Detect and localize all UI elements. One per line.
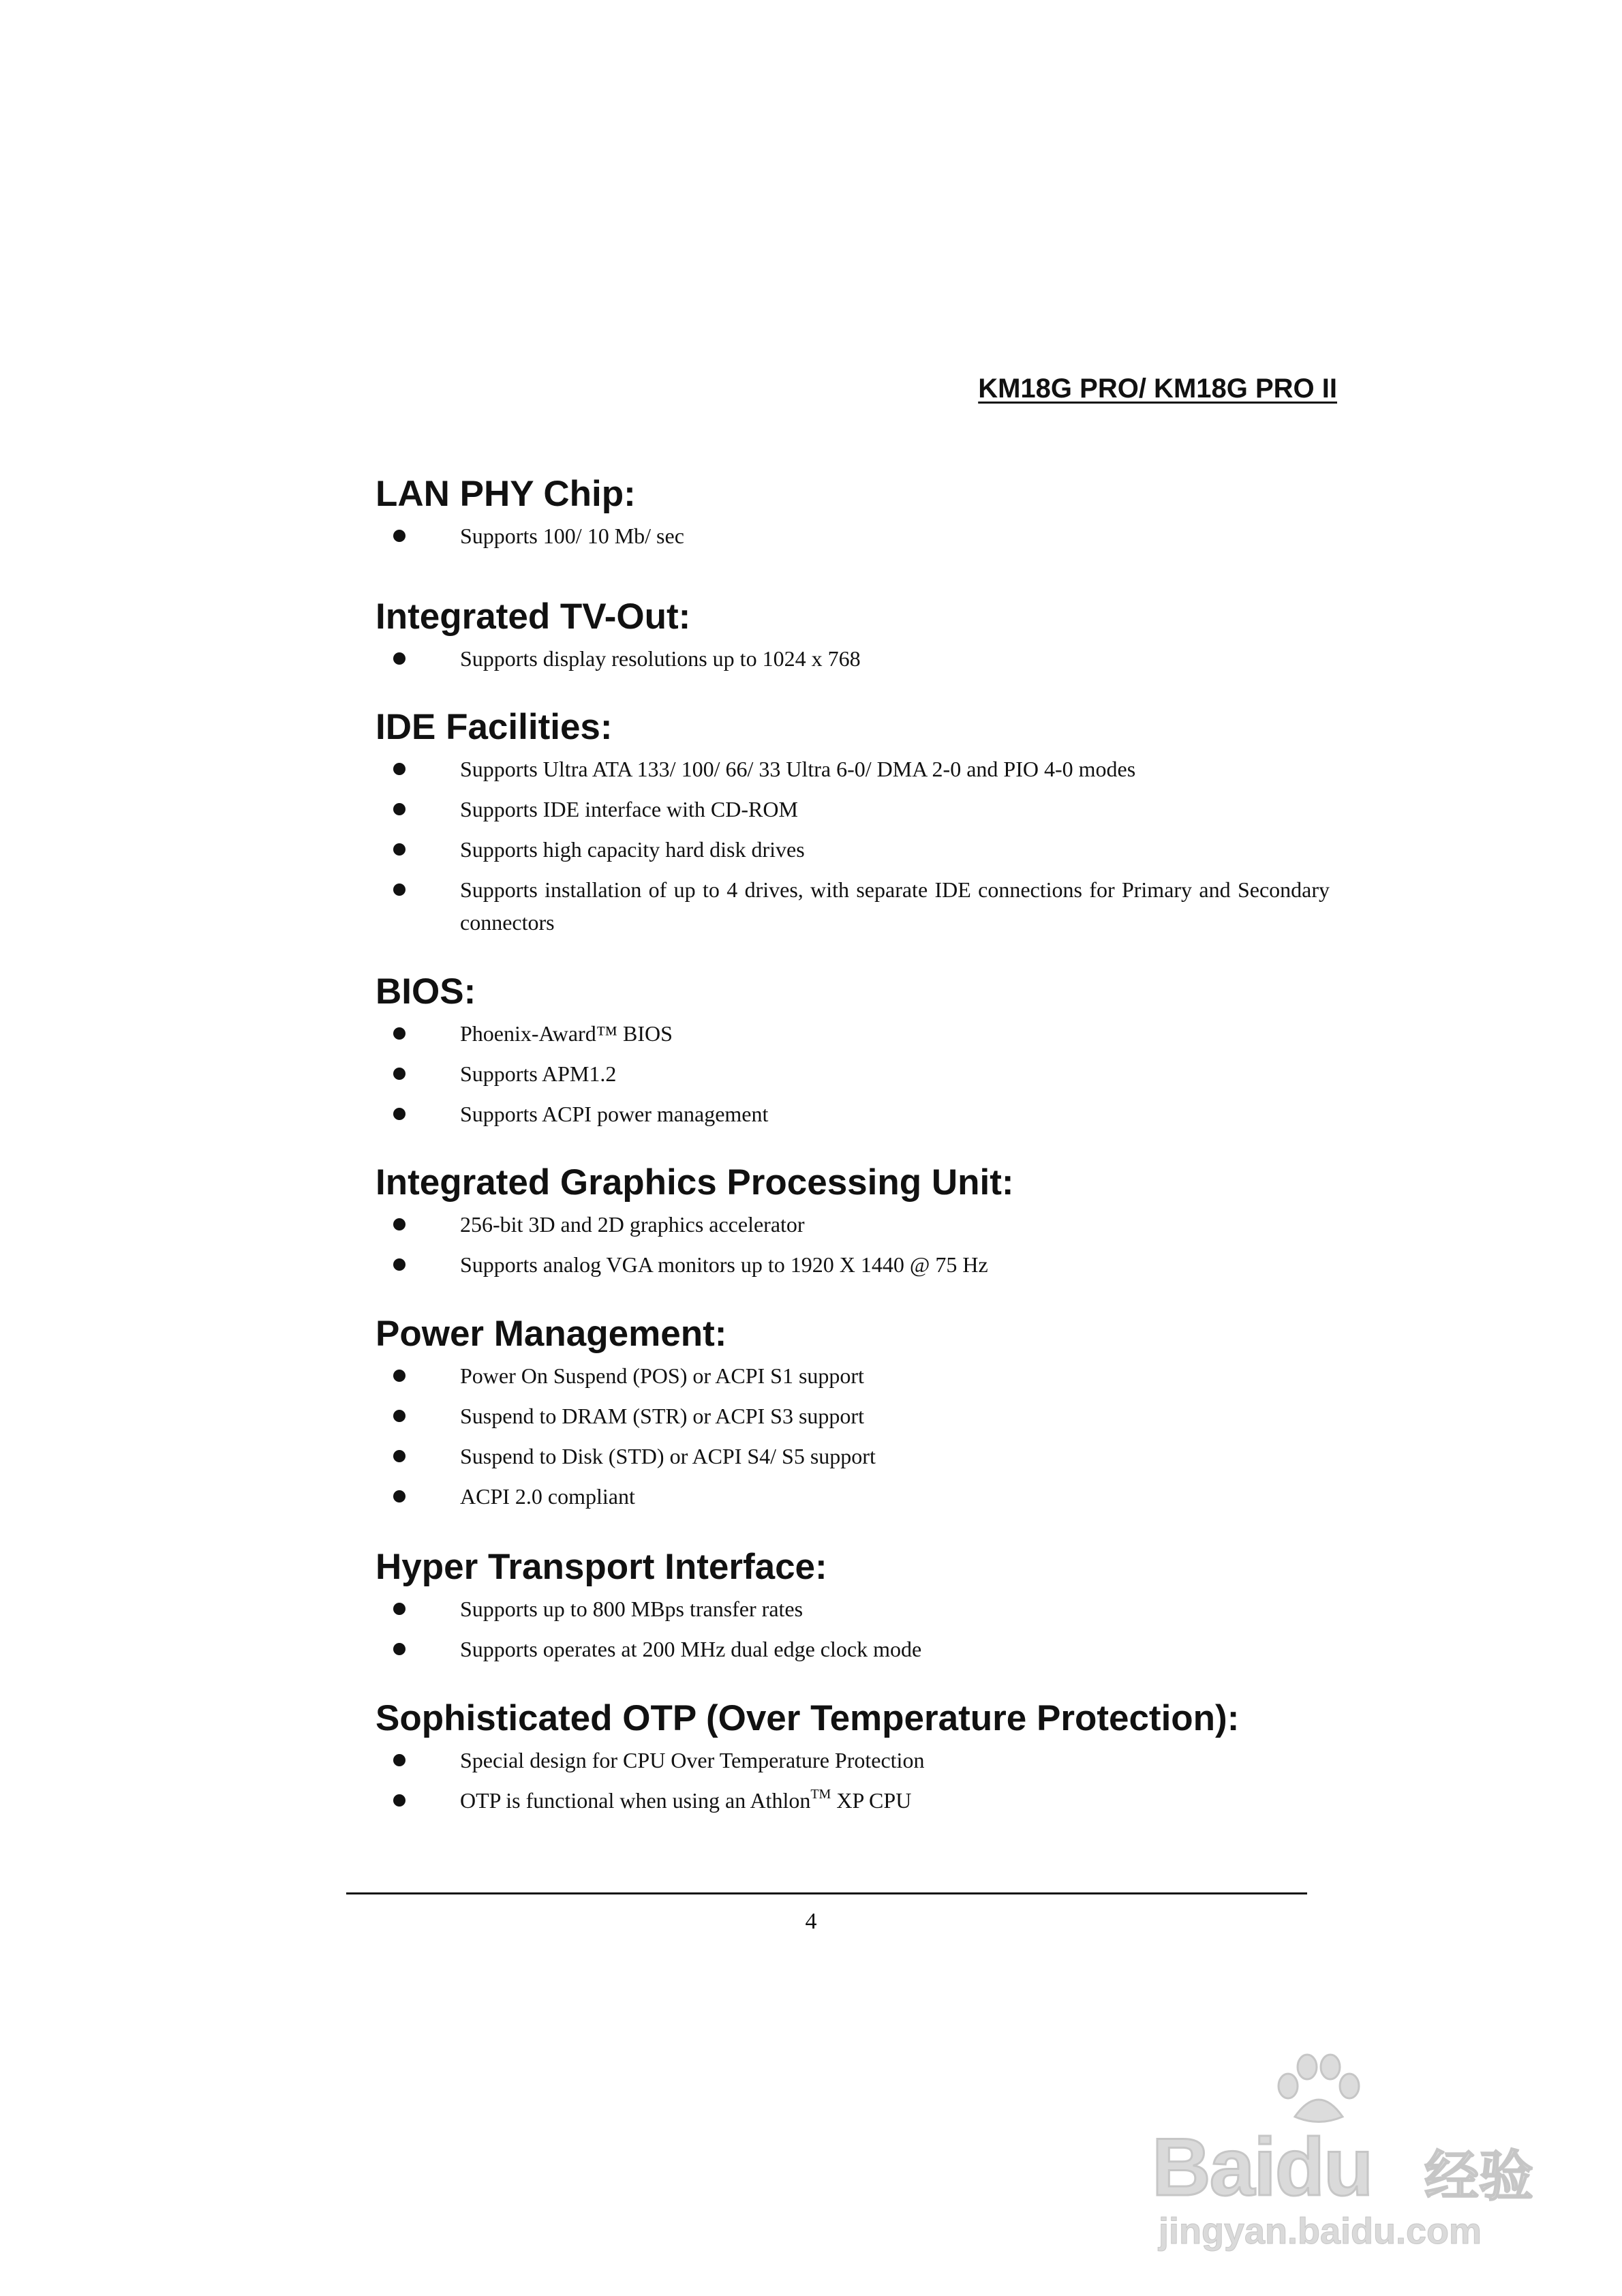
list-item-text: Supports APM1.2: [460, 1061, 617, 1086]
list-item-text: Supports operates at 200 MHz dual edge clock mode: [460, 1637, 922, 1661]
section-heading: Integrated TV-Out:: [376, 596, 691, 637]
list-item-text: Power On Suspend (POS) or ACPI S1 support: [460, 1363, 864, 1388]
list-item-text-after: XP CPU: [831, 1788, 912, 1813]
bullet-list: [376, 519, 1330, 552]
section-heading: BIOS:: [376, 971, 476, 1012]
bullet-icon: [393, 1027, 406, 1040]
list-item: [376, 1440, 1330, 1472]
list-item-text: Supports IDE interface with CD-ROM: [460, 797, 798, 821]
bullet-icon: [393, 652, 406, 665]
bullet-icon: [393, 803, 406, 815]
list-item: [376, 1480, 1330, 1513]
list-item-text: Suspend to Disk (STD) or ACPI S4/ S5 support: [460, 1444, 876, 1468]
section-lan-phy: [376, 472, 1330, 560]
list-item: [376, 1248, 1330, 1281]
list-item-text: Suspend to DRAM (STR) or ACPI S3 support: [460, 1404, 864, 1428]
bullet-list: [376, 642, 1330, 675]
bullet-icon: [393, 1490, 406, 1502]
list-item-text: Supports ACPI power management: [460, 1102, 769, 1126]
list-item-text: 256-bit 3D and 2D graphics accelerator: [460, 1212, 805, 1237]
section-graphics: [376, 1160, 1330, 1288]
list-item-text: ACPI 2.0 compliant: [460, 1484, 635, 1509]
bullet-icon: [393, 763, 406, 775]
section-heading: Hyper Transport Interface:: [376, 1547, 827, 1587]
list-item: [376, 793, 1330, 826]
list-item-text: Supports display resolutions up to 1024 x 768: [460, 646, 861, 671]
list-item-text: Phoenix-Award™ BIOS: [460, 1021, 673, 1046]
list-item-text: Supports installation of up to 4 drives, with separate IDE connections for Primary and Secondary connectors: [460, 877, 1330, 935]
section-power: [376, 1312, 1330, 1520]
bullet-icon: [393, 1794, 406, 1807]
bullet-icon: [393, 1450, 406, 1462]
list-item-text: Supports analog VGA monitors up to 1920 X 1440 @ 75 Hz: [460, 1252, 988, 1277]
list-item-text: Special design for CPU Over Temperature Protection: [460, 1748, 925, 1772]
bullet-list: [376, 1744, 1330, 1817]
list-item: [376, 519, 1330, 552]
list-item: [376, 753, 1330, 785]
list-item: [376, 1208, 1330, 1241]
footer-rule: [346, 1892, 1307, 1894]
bullet-list: [376, 1017, 1330, 1130]
bullet-list: [376, 753, 1330, 939]
list-item: [376, 1592, 1330, 1625]
bullet-icon: [393, 883, 406, 896]
list-item-text-before: OTP is functional when using an Athlon: [460, 1788, 811, 1813]
section-heading: LAN PHY Chip:: [376, 474, 636, 514]
bullet-icon: [393, 1410, 406, 1422]
bullet-icon: [393, 1643, 406, 1655]
watermark-cn: 经验: [1424, 2145, 1533, 2208]
list-item: [376, 1744, 1330, 1777]
section-bios: [376, 969, 1330, 1138]
section-tv-out: [376, 594, 1330, 682]
section-heading: Integrated Graphics Processing Unit:: [376, 1162, 1014, 1203]
bullet-icon: [393, 1258, 406, 1271]
page-number: 4: [805, 1909, 817, 1934]
watermark-brand-end: du: [1274, 2121, 1373, 2213]
bullet-icon: [393, 1754, 406, 1766]
bullet-icon: [393, 1108, 406, 1120]
bullet-icon: [393, 1218, 406, 1230]
bullet-list: [376, 1592, 1330, 1665]
section-hyper-transport: [376, 1545, 1330, 1673]
bullet-icon: [393, 530, 406, 542]
list-item: [376, 1784, 1330, 1817]
list-item: [376, 873, 1330, 939]
section-heading: Sophisticated OTP (Over Temperature Protection):: [376, 1698, 1240, 1738]
watermark-brand-start: Bai: [1152, 2121, 1275, 2213]
header-title: KM18G PRO/ KM18G PRO II: [978, 374, 1337, 404]
list-item-text: Supports up to 800 MBps transfer rates: [460, 1597, 804, 1621]
bullet-icon: [393, 1603, 406, 1615]
trademark-superscript: TM: [810, 1787, 831, 1802]
bullet-icon: [393, 1068, 406, 1080]
section-otp: [376, 1696, 1330, 1824]
section-heading: IDE Facilities:: [376, 707, 613, 747]
bullet-list: [376, 1359, 1330, 1513]
list-item: [376, 1359, 1330, 1392]
baidu-watermark: [1152, 2052, 1547, 2256]
list-item-text: Supports high capacity hard disk drives: [460, 837, 805, 862]
watermark-url: jingyan.baidu.com: [1159, 2211, 1482, 2252]
list-item: [376, 833, 1330, 866]
list-item-text: Supports 100/ 10 Mb/ sec: [460, 524, 684, 548]
bullet-list: [376, 1208, 1330, 1281]
list-item: [376, 1017, 1330, 1050]
list-item: [376, 642, 1330, 675]
list-item: [376, 1633, 1330, 1665]
section-heading: Power Management:: [376, 1314, 727, 1354]
paw-icon: [1274, 2052, 1363, 2127]
bullet-icon: [393, 843, 406, 856]
list-item: [376, 1057, 1330, 1090]
list-item: [376, 1400, 1330, 1432]
list-item: [376, 1098, 1330, 1130]
bullet-icon: [393, 1370, 406, 1382]
section-ide: [376, 705, 1330, 946]
list-item-text: Supports Ultra ATA 133/ 100/ 66/ 33 Ultra 6-0/ DMA 2-0 and PIO 4-0 modes: [460, 757, 1136, 781]
watermark-brand: [1152, 2120, 1372, 2214]
